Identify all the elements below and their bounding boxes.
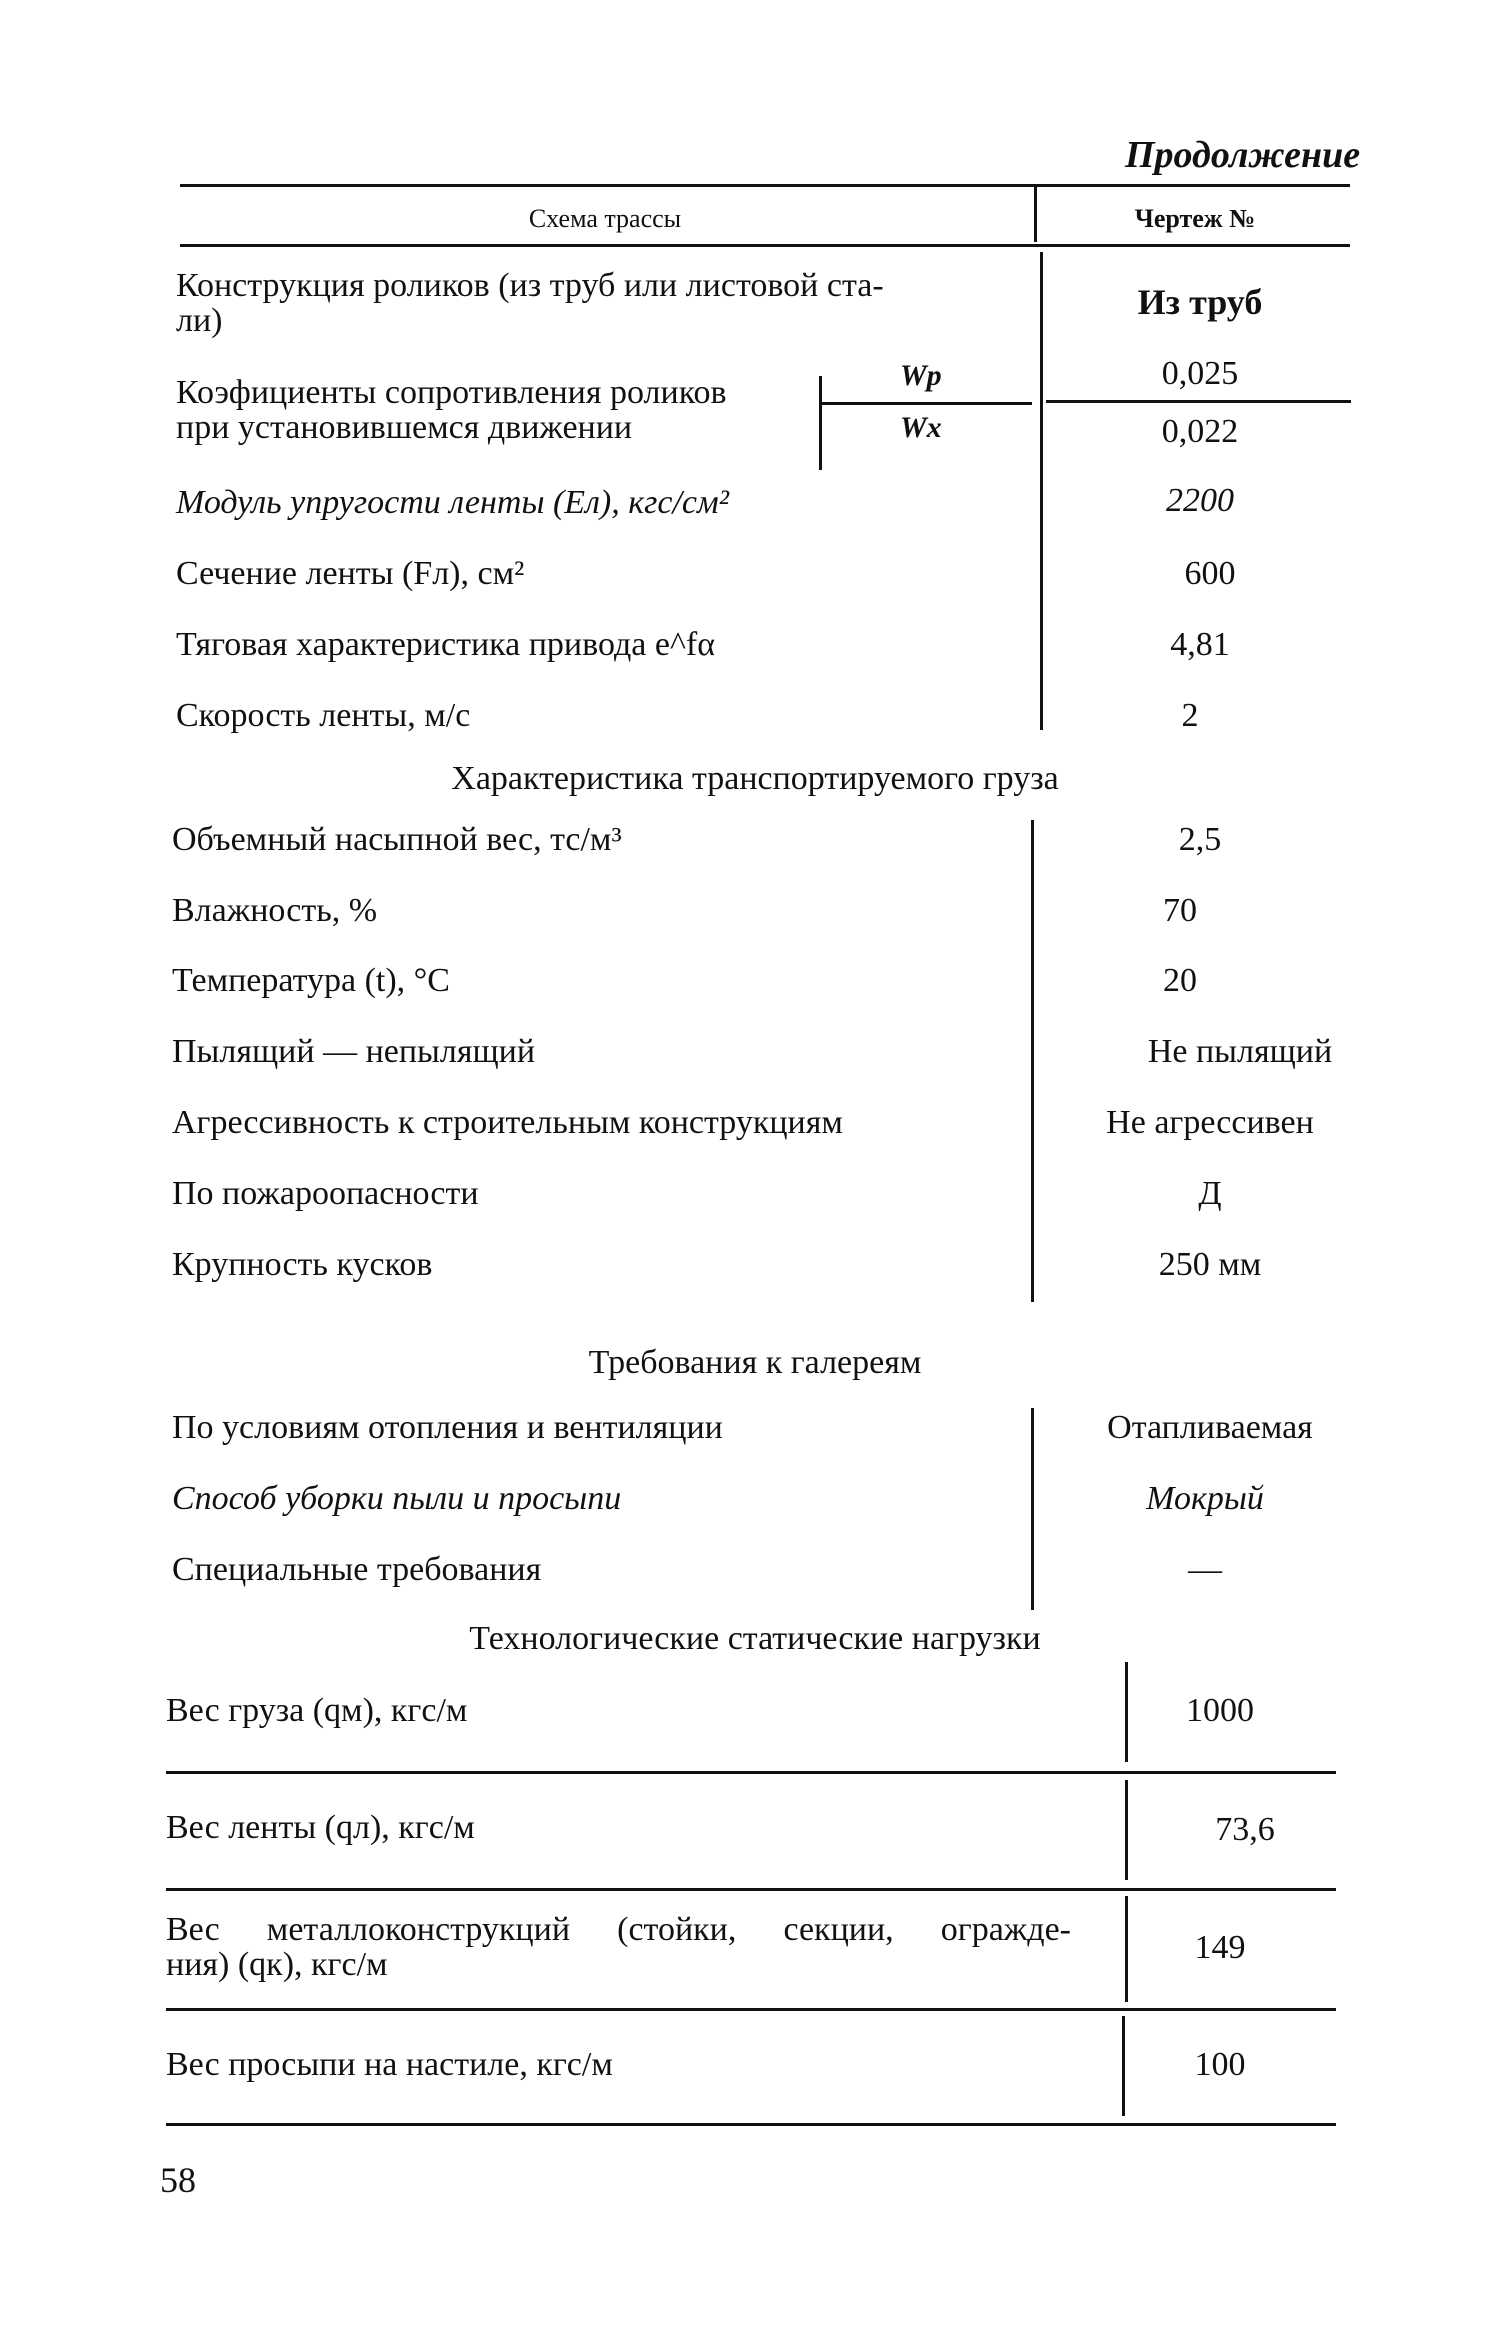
loads-divider xyxy=(1125,1662,1128,1762)
belt-speed-label: Скорость ленты, м/с xyxy=(176,697,471,734)
gallery-divider xyxy=(1031,1408,1034,1610)
cargo-row-value: 70 xyxy=(1163,892,1197,929)
loads-divider xyxy=(1122,2016,1125,2116)
gallery-row-value: — xyxy=(1188,1551,1222,1588)
belt-modulus-label: Модуль упругости ленты (Eл), кгс/см² xyxy=(176,484,729,521)
loads-row-rule xyxy=(166,1771,1336,1774)
header-right: Чертеж № xyxy=(1134,204,1256,233)
coefficients-label-cont: при установившемся движении xyxy=(176,409,633,446)
loads-bottom-rule xyxy=(166,2123,1336,2126)
gallery-row-label: По условиям отопления и вентиляции xyxy=(172,1409,723,1446)
gallery-row-label: Специальные требования xyxy=(172,1551,542,1588)
loads-row-label: Вес ленты (qл), кгс/м xyxy=(166,1809,475,1846)
belt-section-value: 600 xyxy=(1184,555,1236,592)
cargo-row-value: 2,5 xyxy=(1178,821,1222,858)
block1-divider xyxy=(1040,252,1043,730)
cargo-row-label: Влажность, % xyxy=(172,892,378,929)
coefficients-bracket xyxy=(819,376,822,470)
page-number: 58 xyxy=(160,2160,196,2200)
wp-value: 0,025 xyxy=(1161,355,1239,392)
header-left: Схема трассы xyxy=(528,204,682,233)
wx-symbol: Wx xyxy=(900,411,942,444)
loads-row-label: Вес металлоконструкций (стойки, секции, огражде- xyxy=(166,1911,1071,1948)
loads-row-label-cont: ния) (qк), кгс/м xyxy=(166,1946,388,1983)
loads-row-rule xyxy=(166,2008,1336,2011)
rollers-construction-value: Из труб xyxy=(1137,282,1263,322)
loads-row-value: 100 xyxy=(1194,2046,1246,2083)
coefficients-split-rule-left xyxy=(822,402,1032,405)
cargo-section-title: Характеристика транспортируемого груза xyxy=(451,760,1059,797)
wx-value: 0,022 xyxy=(1161,413,1239,450)
loads-row-value: 73,6 xyxy=(1215,1811,1275,1848)
loads-divider xyxy=(1125,1780,1128,1880)
cargo-row-value: 20 xyxy=(1163,962,1197,999)
wp-symbol: Wр xyxy=(900,359,942,392)
header-top-rule xyxy=(180,184,1350,187)
rollers-construction-label-cont: ли) xyxy=(176,302,223,339)
cargo-row-label: Агрессивность к строительным конструкциям xyxy=(172,1104,843,1141)
cargo-row-label: Объемный насыпной вес, тс/м³ xyxy=(172,821,622,858)
loads-row-value: 1000 xyxy=(1186,1692,1254,1729)
cargo-row-label: Крупность кусков xyxy=(172,1246,433,1283)
gallery-section-title: Требования к галереям xyxy=(588,1344,922,1381)
cargo-row-label: Температура (t), °С xyxy=(172,962,450,999)
traction-value: 4,81 xyxy=(1170,626,1230,663)
loads-row-value: 149 xyxy=(1194,1929,1246,1966)
gallery-row-value: Мокрый xyxy=(1146,1480,1264,1517)
traction-label: Тяговая характеристика привода e^fα xyxy=(176,626,716,663)
gallery-row-label: Способ уборки пыли и просыпи xyxy=(172,1480,622,1517)
continuation-label: Продолжение xyxy=(1125,134,1361,176)
cargo-row-value: Не агрессивен xyxy=(1106,1104,1314,1141)
cargo-row-value: 250 мм xyxy=(1158,1246,1262,1283)
belt-speed-value: 2 xyxy=(1181,697,1199,734)
loads-row-rule xyxy=(166,1888,1336,1891)
belt-section-label: Сечение ленты (Fл), см² xyxy=(176,555,525,592)
coefficients-label: Коэфициенты сопротивления роликов xyxy=(176,374,727,411)
cargo-row-label: По пожароопасности xyxy=(172,1175,479,1212)
cargo-row-label: Пылящий — непылящий xyxy=(172,1033,536,1070)
cargo-row-value: Д xyxy=(1198,1175,1222,1212)
coefficients-split-rule-right xyxy=(1046,400,1351,403)
loads-section-title: Технологические статические нагрузки xyxy=(469,1620,1041,1657)
loads-divider xyxy=(1125,1896,1128,2002)
rollers-construction-label: Конструкция роликов (из труб или листовой ста- xyxy=(176,267,884,304)
header-divider xyxy=(1034,186,1037,242)
belt-modulus-value: 2200 xyxy=(1166,482,1234,519)
loads-row-label: Вес просыпи на настиле, кгс/м xyxy=(166,2046,613,2083)
cargo-row-value: Не пылящий xyxy=(1147,1033,1333,1070)
loads-row-label: Вес груза (qм), кгс/м xyxy=(166,1692,468,1729)
gallery-row-value: Отапливаемая xyxy=(1107,1409,1313,1446)
header-bottom-rule xyxy=(180,244,1350,247)
